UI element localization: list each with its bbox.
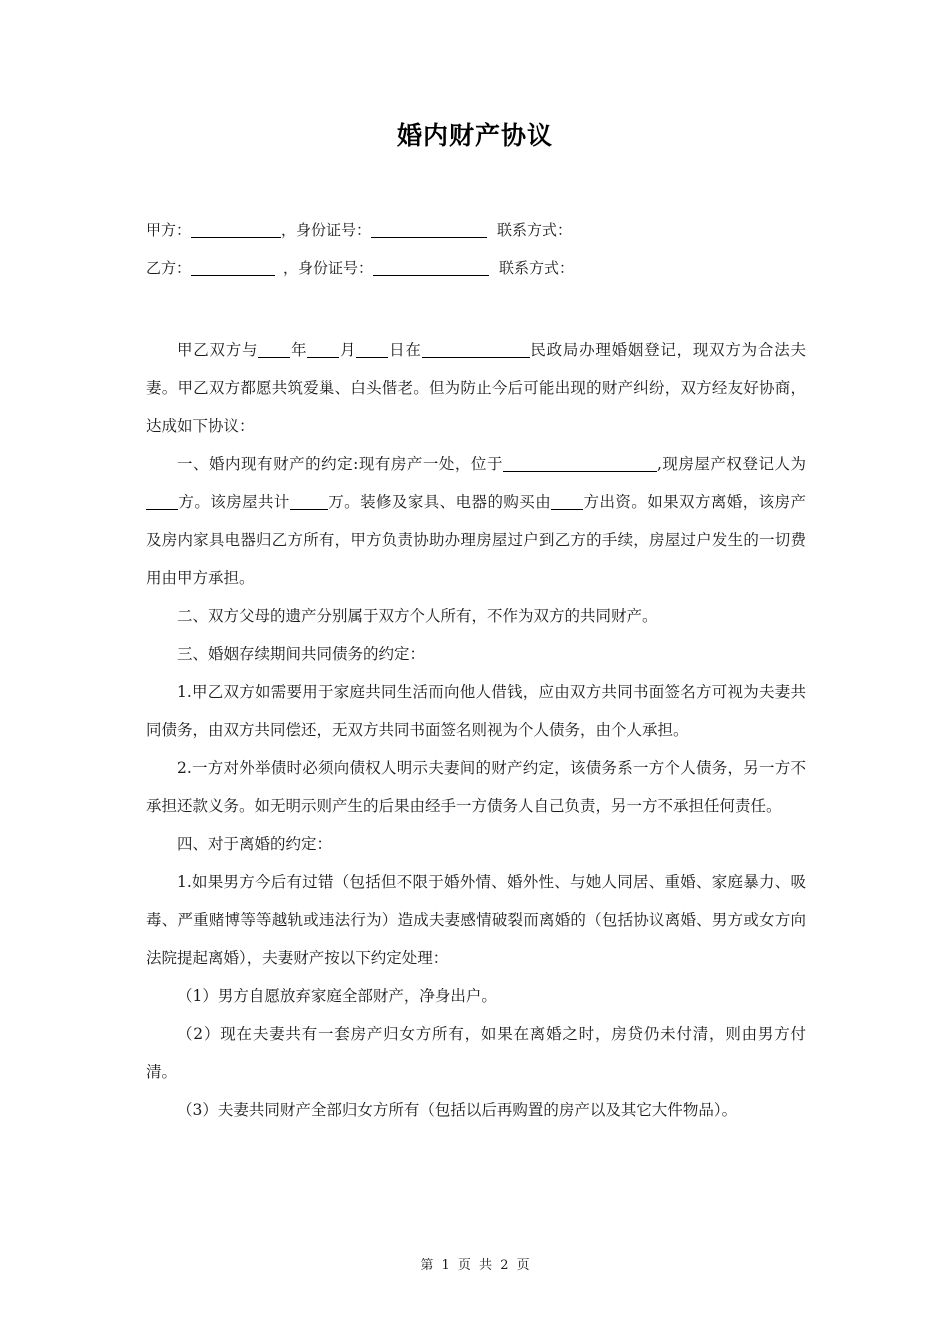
party-b-name-blank[interactable] — [191, 259, 275, 276]
party-b-label: 乙方： — [146, 259, 192, 277]
clause-3-item-1: 1.甲乙双方如需要用于家庭共同生活而向他人借钱，应由双方共同书面签名方可视为夫妻共同债务，由双方共同偿还，无双方共同书面签名则视为个人债务，由个人承担。 — [146, 683, 806, 739]
clause-1-text-4: 万。装修及家具、电器的购买由 — [327, 493, 552, 511]
year-blank[interactable] — [258, 341, 290, 358]
party-b-contact-label: 联系方式： — [499, 259, 575, 277]
party-b-id-blank[interactable] — [373, 259, 489, 276]
clause-3-heading: 三、婚姻存续期间共同债务的约定： — [177, 645, 426, 663]
party-a-name-blank[interactable] — [191, 221, 281, 238]
party-b-id-label: ，身份证号： — [283, 259, 374, 277]
clause-1-text-1: 一、婚内现有财产的约定:现有房产一处，位于 — [177, 455, 503, 473]
page-footer: 第 1 页 共 2 页 — [420, 1258, 530, 1273]
document-title: 婚内财产协议 — [396, 121, 553, 150]
price-blank[interactable] — [290, 493, 328, 510]
clause-1-text-3: 方。该房屋共计 — [178, 493, 290, 511]
owner-blank[interactable] — [146, 493, 178, 510]
clause-1-paragraph — [146, 445, 806, 597]
bureau-blank[interactable] — [422, 341, 530, 358]
party-a-contact-label: 联系方式： — [497, 221, 573, 239]
property-location-blank[interactable] — [503, 455, 657, 472]
month-blank[interactable] — [307, 341, 339, 358]
clause-1-text-5: 方出资。如果双方离婚，该房产及房内家具电器归乙方所有，甲方负责协助办理房屋过户到乙方的手续，房屋过户发生的一切费用由甲方承担。 — [146, 493, 806, 587]
agreement-body — [146, 331, 806, 1129]
party-a-id-blank[interactable] — [371, 221, 487, 238]
clause-1-text-2: ,现房屋产权登记人为 — [656, 455, 806, 473]
clause-3-item-2: 2.一方对外举债时必须向债权人明示夫妻间的财产约定，该债务系一方个人债务，另一方不承担还款义务。如无明示则产生的后果由经手一方债务人自己负责，另一方不承担任何责任。 — [146, 759, 806, 815]
intro-paragraph — [146, 331, 806, 445]
clause-4-sub-3: （3）夫妻共同财产全部归女方所有（包括以后再购置的房产以及其它大件物品）。 — [177, 1101, 738, 1119]
clause-4-item-1: 1.如果男方今后有过错（包括但不限于婚外情、婚外性、与她人同居、重婚、家庭暴力、吸毒、严重赌博等等越轨或违法行为）造成夫妻感情破裂而离婚的（包括协议离婚、男方或女方向法院提起离婚），夫妻财产按以下约定处理： — [146, 873, 806, 967]
intro-text-4: 日在 — [388, 341, 422, 359]
intro-text-3: 月 — [339, 341, 357, 359]
party-b-line — [146, 258, 574, 278]
intro-text-5: 民政局办理婚姻登记，现双方为合法夫妻。甲乙双方都愿共筑爱巢、白头偕老。但为防止今后可能出现的财产纠纷，双方经友好协商，达成如下协议： — [146, 341, 806, 435]
day-blank[interactable] — [356, 341, 388, 358]
payer-blank[interactable] — [551, 493, 583, 510]
intro-text-1: 甲乙双方与 — [177, 341, 259, 359]
party-a-label: 甲方： — [146, 221, 192, 239]
clause-4-sub-1: （1）男方自愿放弃家庭全部财产，净身出户。 — [177, 987, 497, 1005]
intro-text-2: 年 — [290, 341, 308, 359]
party-a-id-label: ，身份证号： — [281, 221, 372, 239]
clause-4-heading: 四、对于离婚的约定： — [177, 835, 333, 853]
clause-2-paragraph: 二、双方父母的遗产分别属于双方个人所有，不作为双方的共同财产。 — [177, 607, 658, 625]
party-a-line — [146, 220, 572, 240]
clause-4-sub-2: （2）现在夫妻共有一套房产归女方所有，如果在离婚之时，房贷仍未付清，则由男方付清。 — [146, 1025, 806, 1081]
